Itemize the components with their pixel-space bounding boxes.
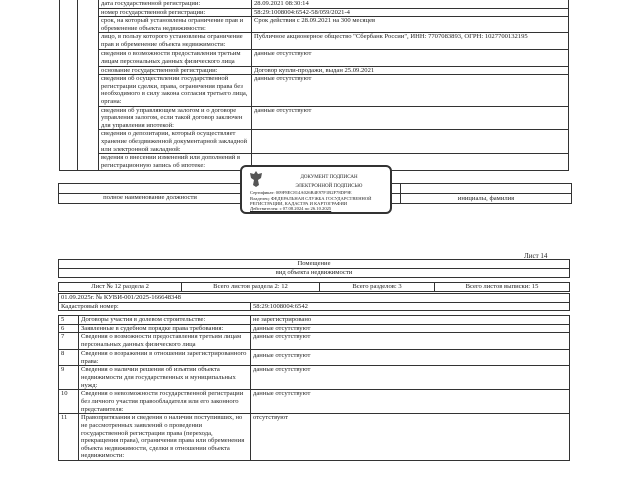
row-number: 8: [59, 350, 79, 366]
row-label: Сведения о наличии решения об изъятии объекта недвижимости для государственных и муниципальных нужд:: [79, 366, 251, 390]
stamp-validity: Действителен: с 07.08.2024 по 26.10.2025: [250, 206, 332, 211]
row-label: основание государственной регистрации:: [99, 66, 252, 75]
stamp-line: ДОКУМЕНТ ПОДПИСАН: [300, 175, 358, 180]
row-number: 6: [59, 324, 79, 333]
row-label: дата государственной регистрации:: [99, 0, 252, 8]
sheet-number: Лист № 12 раздела 2: [59, 283, 182, 292]
row-label: Правопритязания и сведения о наличии поступивших, но не рассмотренных заявлений о проведении государственной регистрации права (перехода, прекращения права), ограничения права или обременения объекта недвижимости, сделки в отношении объекта недвижимости:: [79, 414, 251, 461]
row-label: Сведения о невозможности государственной регистрации без личного участия правообладателя или его законного представителя:: [79, 390, 251, 414]
stamp-owner: РЕГИСТРАЦИИ, КАДАСТРА И КАРТОГРАФИИ: [250, 201, 348, 206]
row-value: данные отсутствуют: [252, 50, 569, 66]
row-label: Сведения о возражении в отношении зарегистрированного права:: [79, 350, 251, 366]
object-type-caption: вид объекта недвижимости: [59, 269, 570, 278]
row-number: 7: [59, 333, 79, 350]
row-value: не зарегистрировано: [251, 316, 570, 325]
row-value: данные отсутствуют: [251, 333, 570, 350]
row-value: [252, 130, 569, 154]
empty-num-cell: [60, 0, 78, 170]
row-number: 9: [59, 366, 79, 390]
object-type: Помещение: [59, 260, 570, 269]
row-value: данные отсутствуют: [251, 324, 570, 333]
row-value: Договор купли-продажи, выдан 25.09.2021: [252, 66, 569, 75]
cadastral-label: Кадастровый номер:: [59, 302, 251, 311]
row-label: сведения об осуществлении государственной регистрации сделки, права, ограничения права без необходимого в силу закона согласия третьего лица, органа:: [99, 75, 252, 106]
row-value: 58:29:1008004:6542-58/059/2021-4: [252, 8, 569, 17]
row-number: 11: [59, 414, 79, 461]
row-value: данные отсутствуют: [252, 106, 569, 130]
stamp-line: ЭЛЕКТРОННОЙ ПОДПИСЬЮ: [295, 184, 363, 189]
row-label: номер государственной регистрации:: [99, 8, 252, 17]
row-value: 28.09.2021 08:30:14: [252, 0, 569, 8]
row-label: сведения об управляющем залогом и о договоре управления залогом, если такой договор заключен для управления ипотекой:: [99, 106, 252, 130]
cadastral-number: 58:29:1008004:6542: [251, 302, 570, 311]
position-caption: полное наименование должности: [103, 194, 197, 201]
row-number: 5: [59, 316, 79, 325]
electronic-signature-stamp: [240, 165, 392, 214]
section-sheets: Всего листов раздела 2: 12: [182, 283, 320, 292]
name-caption: инициалы, фамилия: [457, 195, 515, 202]
row-label: ведения о внесении изменений или дополнений в регистрационную запись об ипотеке:: [99, 154, 252, 170]
coat-of-arms-icon: [248, 170, 264, 188]
rights-claims-table: [58, 315, 570, 461]
row-value: данные отсутствуют: [251, 350, 570, 366]
extract-sheets: Всего листов выписки: 15: [435, 283, 570, 292]
row-label: сведения о возможности предоставления третьим лицам персональных данных физического лица: [99, 50, 252, 66]
sections-total: Всего разделов: 3: [320, 283, 435, 292]
row-value: отсутствуют: [251, 414, 570, 461]
row-label: лицо, в пользу которого установлены ограничение прав и обременение объекта недвижимости:: [99, 33, 252, 50]
row-label: Сведения о возможности предоставления третьим лицам персональных данных физического лица: [79, 333, 251, 350]
page-number: Лист 14: [524, 252, 548, 260]
row-value: Публичное акционерное общество "Сбербанк России", ИНН: 7707083893, ОГРН: 1027700132195: [252, 33, 569, 50]
row-label: сведения о депозитарии, который осуществляет хранение обездвиженной документарной закладной или электронной закладной:: [99, 130, 252, 154]
row-value: данные отсутствуют: [252, 75, 569, 106]
row-value: данные отсутствуют: [251, 390, 570, 414]
empty-subnum-cell: [78, 0, 99, 170]
extract-reference: 01.09.2025г. № КУВИ-001/2025-166648348: [59, 294, 570, 303]
row-value: Срок действия с 28.09.2021 на 300 месяцев: [252, 17, 569, 33]
row-label: Заявленные в судебном порядке права требования:: [79, 324, 251, 333]
encumbrance-table: [59, 0, 569, 171]
row-number: 10: [59, 390, 79, 414]
row-value: данные отсутствуют: [251, 366, 570, 390]
stamp-owner: Владелец: ФЕДЕРАЛЬНАЯ СЛУЖБА ГОСУДАРСТВЕННОЙ: [250, 196, 372, 201]
row-label: Договоры участия в долевом строительстве:: [79, 316, 251, 325]
row-label: срок, на который установлены ограничение прав и обременение объекта недвижимости:: [99, 17, 252, 33]
stamp-certificate: Сертификат: 009F8EC814A026B4E97F1B2F78DF9E: [250, 190, 352, 195]
